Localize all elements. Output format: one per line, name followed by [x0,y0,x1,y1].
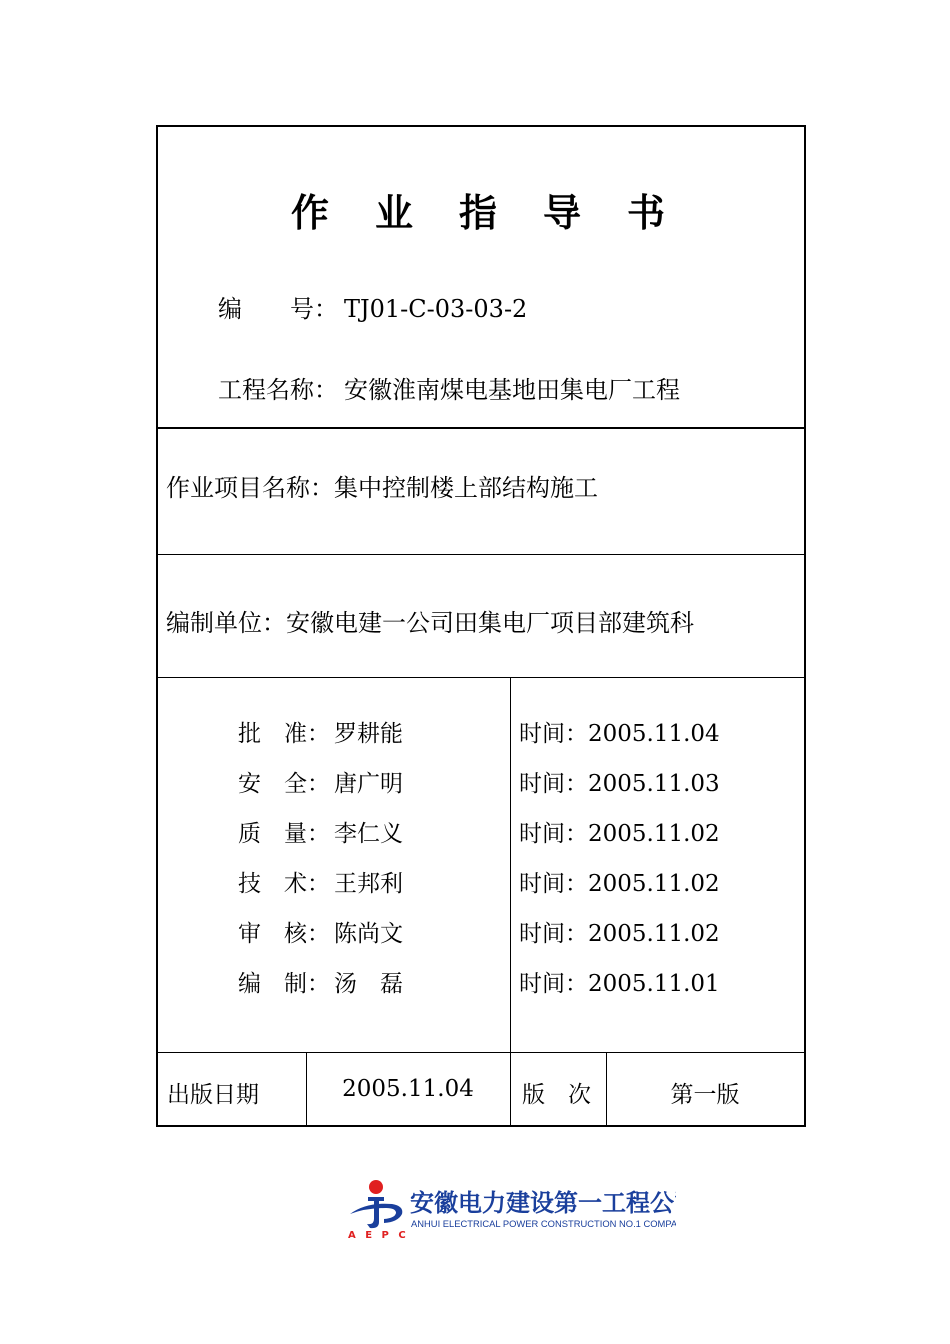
time-label: 时间： [519,871,588,897]
signature-name: 罗耕能 [334,721,403,747]
time-value: 2005.11.02 [588,871,720,897]
signature-time [519,915,720,948]
work-item-value: 集中控制楼上部结构施工 [334,474,598,502]
logo-company-cn: 安徽电力建设第一工程公司 [410,1189,676,1217]
signature-time [519,715,720,748]
signature-name: 唐广明 [334,771,403,797]
code-label: 编 号： [218,295,338,323]
unit-label: 编制单位： [166,609,286,637]
time-value: 2005.11.01 [588,971,720,997]
project-row [218,370,680,405]
time-label: 时间： [519,771,588,797]
time-label: 时间： [519,821,588,847]
time-value: 2005.11.02 [588,921,720,947]
document-title [158,182,804,237]
edition-label: 版 次 [522,1082,591,1108]
signature-time [519,815,720,848]
edition-value: 第一版 [670,1082,740,1108]
divider [158,1052,804,1053]
column-divider [510,677,511,1125]
time-label: 时间： [519,921,588,947]
time-label: 时间： [519,971,588,997]
signature-time [519,765,720,798]
divider [158,554,804,555]
publish-date-value: 2005.11.04 [342,1076,474,1102]
logo-abbr: A E P C [348,1230,409,1240]
signature-role: 技 术： [238,871,330,897]
signature-name: 李仁义 [334,821,403,847]
signature-role: 安 全： [238,771,330,797]
company-logo [346,1178,676,1240]
unit-value: 安徽电建一公司田集电厂项目部建筑科 [286,609,694,637]
time-value: 2005.11.03 [588,771,720,797]
project-value: 安徽淮南煤电基地田集电厂工程 [344,376,680,404]
signature-name: 汤 磊 [334,971,403,997]
unit-row [166,603,694,638]
divider [158,677,804,678]
work-item-row [166,468,598,503]
title-char: 导 [543,191,588,235]
signature-name: 陈尚文 [334,921,403,947]
title-char: 作 [290,191,335,235]
divider [158,427,804,429]
signature-role: 质 量： [238,821,330,847]
project-label: 工程名称： [218,376,338,404]
signature-role: 审 核： [238,921,330,947]
time-value: 2005.11.04 [588,721,720,747]
publish-date-label: 出版日期 [167,1082,259,1108]
title-char: 业 [374,191,419,235]
signature-name: 王邦利 [334,871,403,897]
code-value: TJ01-C-03-03-2 [344,295,528,323]
signature-time [519,965,720,998]
title-char: 指 [458,191,503,235]
signature-time [519,865,720,898]
signature-role: 批 准： [238,721,330,747]
aepc-logo-icon [346,1178,676,1240]
signature-role: 编 制： [238,971,330,997]
time-value: 2005.11.02 [588,821,720,847]
code-row [218,289,527,324]
work-item-label: 作业项目名称： [166,474,334,502]
cover-table [156,125,806,1127]
logo-company-en: ANHUI ELECTRICAL POWER CONSTRUCTION NO.1 COMPANY [411,1218,676,1229]
title-char: 书 [627,191,672,235]
time-label: 时间： [519,721,588,747]
